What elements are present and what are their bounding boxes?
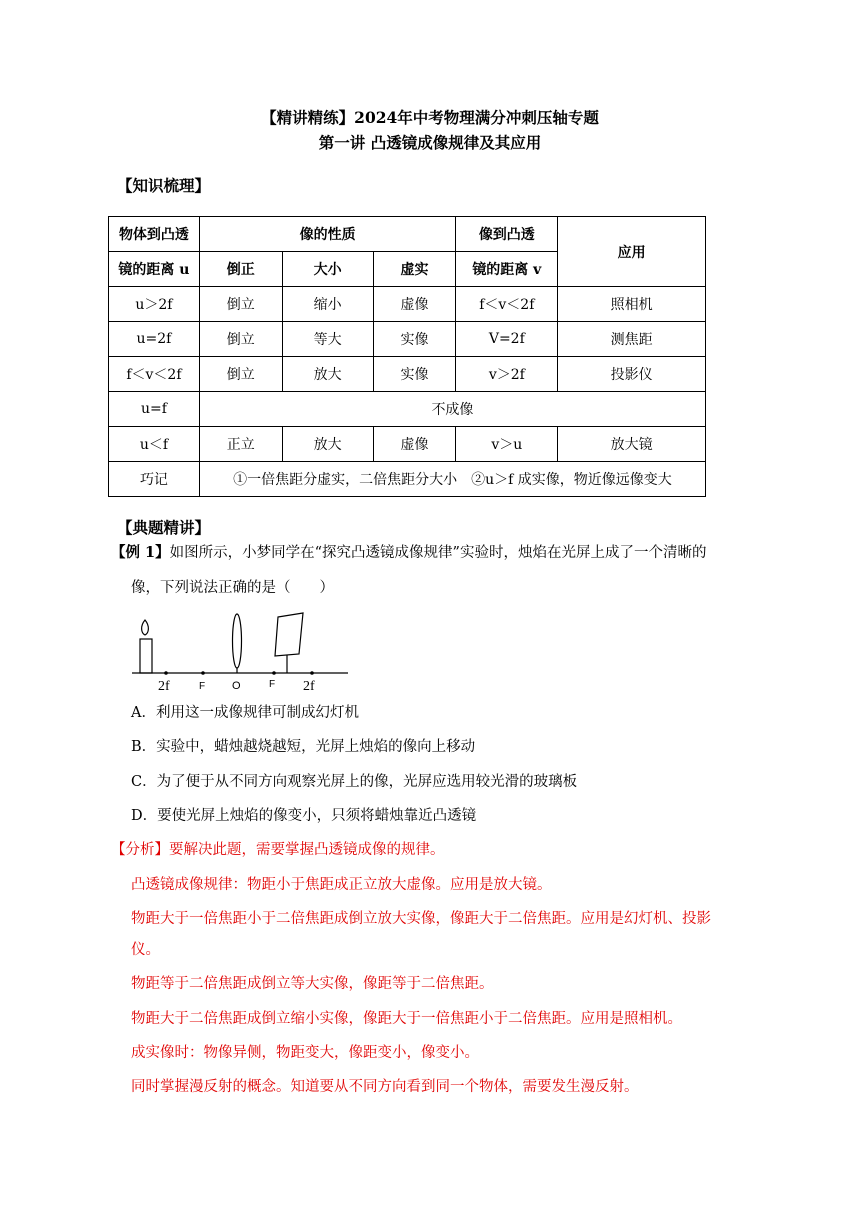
- header-orientation: 倒正: [199, 252, 282, 287]
- cell-real-virtual: 虚像: [373, 287, 456, 322]
- cell-orientation: 正立: [199, 427, 282, 462]
- header-size: 大小: [282, 252, 373, 287]
- label-2f-right: 2f: [303, 679, 315, 692]
- cell-size: 等大: [282, 322, 373, 357]
- table-row: [109, 427, 706, 462]
- cell-v: f＜v＜2f: [456, 287, 558, 322]
- header-application: 应用: [558, 217, 706, 287]
- cell-real-virtual: 实像: [373, 357, 456, 392]
- cell-size: 缩小: [282, 287, 373, 322]
- header-image-nature: 像的性质: [199, 217, 456, 252]
- analysis-intro: 要解决此题，需要掌握凸透镜成像的规律。: [169, 842, 445, 858]
- example-1-question: [111, 543, 706, 563]
- cell-v: v＞2f: [456, 357, 558, 392]
- example-text-line-2: 像，下列说法正确的是（ ）: [131, 580, 334, 596]
- lens-experiment-figure: [132, 606, 354, 692]
- label-o: O: [232, 680, 241, 692]
- table-row: [109, 392, 706, 427]
- cell-orientation: 倒立: [199, 357, 282, 392]
- header-image-distance-top: 像到凸透: [456, 217, 558, 252]
- examples-heading: 【典题精讲】: [117, 518, 211, 537]
- point-f-right: [272, 671, 276, 675]
- cell-real-virtual: 实像: [373, 322, 456, 357]
- option-a: A．利用这一成像规律可制成幻灯机: [131, 705, 359, 721]
- header-object-distance-bottom: 镜的距离 u: [109, 252, 200, 287]
- point-f-left: [201, 671, 205, 675]
- cell-u: u=f: [109, 392, 200, 427]
- cell-orientation: 倒立: [199, 287, 282, 322]
- cell-size: 放大: [282, 427, 373, 462]
- cell-mnemonic-text: ①一倍焦距分虚实，二倍焦距分大小 ②u＞f 成实像，物近像远像变大: [199, 462, 705, 497]
- candle-icon: [140, 639, 152, 673]
- analysis-line: 仪。: [131, 942, 160, 958]
- cell-u: u＜f: [109, 427, 200, 462]
- analysis-line-0: [111, 840, 445, 860]
- cell-application: 放大镜: [558, 427, 706, 462]
- table-row: [109, 287, 706, 322]
- cell-application: 测焦距: [558, 322, 706, 357]
- header-real-virtual: 虚实: [373, 252, 456, 287]
- example-tag: 【例 1】: [111, 544, 170, 561]
- cell-mnemonic-label: 巧记: [109, 462, 200, 497]
- table-header-row: [109, 217, 706, 252]
- cell-u: f＜v＜2f: [109, 357, 200, 392]
- table-row-mnemonic: [109, 462, 706, 497]
- cell-application: 投影仪: [558, 357, 706, 392]
- option-d: D．要使光屏上烛焰的像变小，只须将蜡烛靠近凸透镜: [131, 808, 477, 824]
- header-object-distance-top: 物体到凸透: [109, 217, 200, 252]
- analysis-line: 物距大于一倍焦距小于二倍焦距成倒立放大实像，像距大于二倍焦距。应用是幻灯机、投影: [131, 911, 711, 927]
- cell-u: u＞2f: [109, 287, 200, 322]
- cell-size: 放大: [282, 357, 373, 392]
- imaging-rules-table: [108, 216, 706, 497]
- cell-real-virtual: 虚像: [373, 427, 456, 462]
- light-screen-icon: [275, 613, 303, 656]
- knowledge-heading: 【知识梳理】: [117, 176, 211, 195]
- cell-application: 照相机: [558, 287, 706, 322]
- header-image-distance-bottom: 镜的距离 v: [456, 252, 558, 287]
- point-2f-left: [164, 671, 168, 675]
- analysis-line: 物距等于二倍焦距成倒立等大实像，像距等于二倍焦距。: [131, 976, 494, 992]
- point-2f-right: [310, 671, 314, 675]
- table-row: [109, 357, 706, 392]
- convex-lens-icon: [233, 614, 242, 668]
- table-row: [109, 322, 706, 357]
- document-subtitle: 第一讲 凸透镜成像规律及其应用: [318, 133, 542, 152]
- cell-v: v＞u: [456, 427, 558, 462]
- label-f-right: F: [269, 679, 276, 690]
- option-c: C．为了便于从不同方向观察光屏上的像，光屏应选用较光滑的玻璃板: [131, 774, 578, 790]
- document-title: 【精讲精练】2024年中考物理满分冲刺压轴专题: [261, 108, 599, 127]
- flame-icon: [142, 620, 149, 635]
- cell-u: u=2f: [109, 322, 200, 357]
- option-b: B．实验中，蜡烛越烧越短，光屏上烛焰的像向上移动: [131, 739, 476, 755]
- cell-orientation: 倒立: [199, 322, 282, 357]
- example-text-line-1: 如图所示，小梦同学在“探究凸透镜成像规律”实验时，烛焰在光屏上成了一个清晰的: [169, 545, 707, 561]
- analysis-line: 成实像时：物像异侧，物距变大，像距变小，像变小。: [131, 1045, 479, 1061]
- cell-no-image: 不成像: [199, 392, 705, 427]
- label-f-left: F: [199, 681, 206, 692]
- analysis-tag: 【分析】: [111, 842, 169, 858]
- cell-v: V=2f: [456, 322, 558, 357]
- analysis-line: 同时掌握漫反射的概念。知道要从不同方向看到同一个物体，需要发生漫反射。: [131, 1079, 639, 1095]
- label-2f-left: 2f: [158, 679, 170, 692]
- analysis-line: 物距大于二倍焦距成倒立缩小实像，像距大于一倍焦距小于二倍焦距。应用是照相机。: [131, 1011, 682, 1027]
- analysis-line: 凸透镜成像规律：物距小于焦距成正立放大虚像。应用是放大镜。: [131, 877, 552, 893]
